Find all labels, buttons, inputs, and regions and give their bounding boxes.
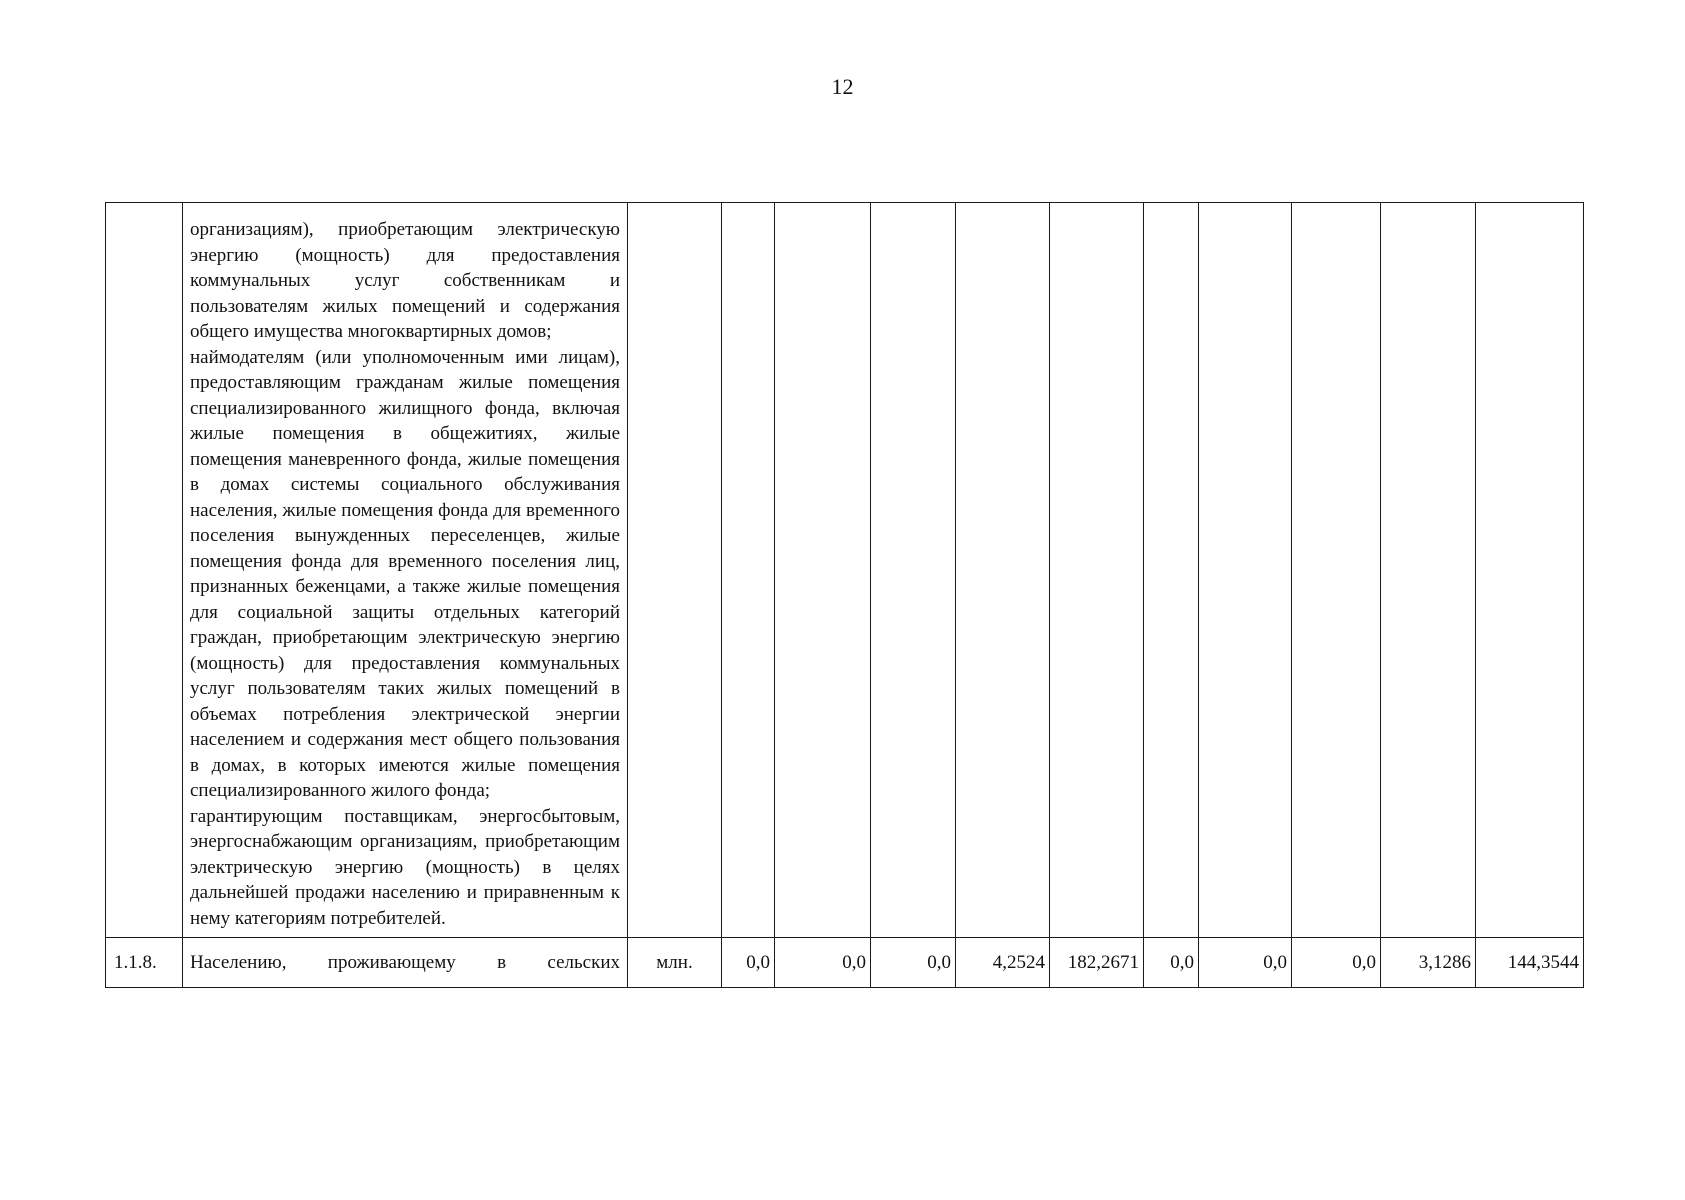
cell-number-empty (106, 203, 183, 938)
page-number: 12 (831, 74, 854, 99)
value-cell: 0,0 (775, 938, 871, 988)
cell-value-empty (775, 203, 871, 938)
value-cell: 144,3544 (1476, 938, 1584, 988)
table-row-1-1-8 (106, 938, 1584, 988)
tariff-table (105, 202, 1584, 988)
cell-value-empty (1050, 203, 1144, 938)
row-name: Населению, проживающему в сельских (183, 938, 628, 988)
description-paragraph-3: гарантирующим поставщикам, энергосбытовым, энергоснабжающим организациям, приобретающим электрическую энергию (мощность) в целях дальнейшей продажи населению и приравненным к нему категориям потребителей. (190, 805, 620, 929)
table-row-continued (106, 203, 1584, 938)
row-unit: млн. (628, 938, 722, 988)
cell-unit-empty (628, 203, 722, 938)
value-cell: 3,1286 (1381, 938, 1476, 988)
description-paragraph-2: наймодателям (или уполномоченным ими лицам), предоставляющим гражданам жилые помещения специализированного жилищного фонда, включая жилые помещения в общежитиях, жилые помещения маневренного фонда, жилые помещения в домах системы социального обслуживания населения, жилые помещения фонда для временного поселения вынужденных переселенцев, жилые помещения фонда для временного поселения лиц, признанных беженцами, а также жилые помещения для социальной защиты отдельных категорий граждан, приобретающим электрическую энергию (мощность) для предоставления коммунальных услуг пользователям таких жилых помещений в объемах потребления электрической энергии населением и содержания мест общего пользования в домах, в которых имеются жилые помещения специализированного жилого фонда; (190, 346, 620, 801)
value-cell: 0,0 (722, 938, 775, 988)
cell-value-empty (871, 203, 956, 938)
value-cell: 0,0 (1199, 938, 1292, 988)
value-cell: 182,2671 (1050, 938, 1144, 988)
cell-value-empty (1199, 203, 1292, 938)
value-cell: 0,0 (871, 938, 956, 988)
value-cell: 4,2524 (956, 938, 1050, 988)
cell-description (183, 203, 628, 938)
value-cell: 0,0 (1292, 938, 1381, 988)
cell-value-empty (1292, 203, 1381, 938)
value-cell: 0,0 (1144, 938, 1199, 988)
cell-value-empty (956, 203, 1050, 938)
description-paragraph-1: организациям), приобретающим электрическую энергию (мощность) для предоставления коммунальных услуг собственникам и пользователям жилых помещений и содержания общего имущества многоквартирных домов; (190, 219, 620, 342)
cell-value-empty (722, 203, 775, 938)
cell-value-empty (1381, 203, 1476, 938)
row-number: 1.1.8. (106, 938, 183, 988)
cell-value-empty (1144, 203, 1199, 938)
cell-value-empty (1476, 203, 1584, 938)
